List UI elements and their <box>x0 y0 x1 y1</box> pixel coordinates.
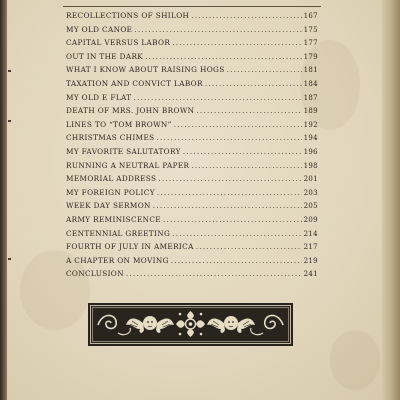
toc-entry <box>66 174 318 188</box>
toc-entry-title: MEMORIAL ADDRESS <box>66 174 157 184</box>
toc-entry-page-number: 196 <box>303 147 318 156</box>
winged-cherub-floral-ornament-icon <box>88 303 293 346</box>
page-outer-edge <box>382 0 400 400</box>
toc-entry-page-number: 214 <box>303 229 318 238</box>
toc-entry-title: MY FAVORITE SALUTATORY <box>66 146 181 156</box>
table-of-contents <box>66 11 318 283</box>
dot-leader <box>174 120 302 129</box>
dot-leader <box>171 256 302 265</box>
dot-leader <box>163 215 302 224</box>
toc-entry-page-number: 219 <box>303 256 318 265</box>
toc-entry <box>66 38 318 52</box>
toc-entry-title: MY FOREIGN POLICY <box>66 187 155 197</box>
dot-leader <box>172 38 301 47</box>
toc-entry-page-number: 181 <box>303 66 318 75</box>
toc-entry-title: FOURTH OF JULY IN AMERICA <box>66 242 194 252</box>
dot-leader <box>196 242 302 251</box>
toc-entry <box>66 65 318 79</box>
toc-entry-title: ARMY REMINISCENCE <box>66 214 161 224</box>
toc-entry <box>66 188 318 202</box>
dot-leader <box>191 11 301 20</box>
toc-entry-title: WEEK DAY SERMON <box>66 201 151 211</box>
toc-entry <box>66 201 318 215</box>
toc-entry-title: RECOLLECTIONS OF SHILOH <box>66 11 190 20</box>
toc-entry-title: MY OLD E FLAT <box>66 92 132 102</box>
dot-leader <box>191 161 301 170</box>
margin-mark <box>8 258 11 260</box>
top-rule-divider <box>63 6 321 7</box>
toc-entry-page-number: 205 <box>303 202 318 211</box>
toc-entry <box>66 11 318 25</box>
dot-leader <box>196 106 301 115</box>
toc-entry-title: TAXATION AND CONVICT LABOR <box>66 78 203 88</box>
toc-entry <box>66 229 318 243</box>
toc-entry <box>66 93 318 107</box>
toc-entry-title: RUNNING A NEUTRAL PAPER <box>66 160 190 170</box>
toc-entry-title: CHRISTMAS CHIMES <box>66 133 155 143</box>
toc-entry <box>66 215 318 229</box>
dot-leader <box>183 147 302 156</box>
toc-entry-title: OUT IN THE DARK <box>66 51 144 61</box>
toc-entry-title: A CHAPTER ON MOVING <box>66 255 169 265</box>
toc-entry <box>66 242 318 256</box>
dot-leader <box>227 65 302 74</box>
toc-entry-page-number: 194 <box>303 134 318 143</box>
toc-entry-page-number: 217 <box>303 243 318 252</box>
toc-entry-page-number: 198 <box>303 161 318 170</box>
toc-entry <box>66 120 318 134</box>
dot-leader <box>158 174 301 183</box>
toc-entry-title: CONCLUSION <box>66 269 124 279</box>
toc-entry <box>66 256 318 270</box>
toc-entry-title: DEATH OF MRS. JOHN BROWN <box>66 106 195 116</box>
toc-entry-title: WHAT I KNOW ABOUT RAISING HOGS <box>66 65 225 75</box>
dot-leader <box>153 201 302 210</box>
toc-entry-title: LINES TO “TOM BROWN” <box>66 119 172 129</box>
margin-mark <box>8 70 11 72</box>
toc-entry-title: CENTENNIAL GREETING <box>66 228 171 238</box>
toc-entry <box>66 25 318 39</box>
toc-entry <box>66 133 318 147</box>
toc-entry-title: MY OLD CANOE <box>66 24 133 34</box>
page-gutter-edge <box>0 0 7 400</box>
toc-entry <box>66 269 318 283</box>
dot-leader <box>205 79 302 88</box>
dot-leader <box>145 52 301 61</box>
toc-entry-page-number: 189 <box>303 107 318 116</box>
margin-mark <box>8 120 11 122</box>
toc-entry-page-number: 241 <box>303 270 318 279</box>
toc-entry-page-number: 209 <box>303 215 318 224</box>
toc-entry-page-number: 187 <box>303 93 318 102</box>
toc-entry-page-number: 201 <box>303 175 318 184</box>
toc-entry-page-number: 192 <box>303 120 318 129</box>
dot-leader <box>157 188 302 197</box>
toc-entry-page-number: 184 <box>303 79 318 88</box>
toc-entry-page-number: 179 <box>303 52 318 61</box>
toc-entry <box>66 147 318 161</box>
toc-entry <box>66 52 318 66</box>
toc-entry <box>66 106 318 120</box>
toc-entry <box>66 79 318 93</box>
toc-entry-page-number: 175 <box>303 25 318 34</box>
toc-entry-page-number: 167 <box>303 12 318 20</box>
toc-entry <box>66 161 318 175</box>
toc-entry-title: CAPITAL VERSUS LABOR <box>66 38 171 48</box>
toc-entry-page-number: 177 <box>303 39 318 48</box>
dot-leader <box>126 269 302 278</box>
paper-stain <box>330 330 380 390</box>
dot-leader <box>156 133 301 142</box>
dot-leader <box>172 229 301 238</box>
dot-leader <box>133 93 301 102</box>
dot-leader <box>134 25 301 34</box>
toc-entry-page-number: 203 <box>303 188 318 197</box>
